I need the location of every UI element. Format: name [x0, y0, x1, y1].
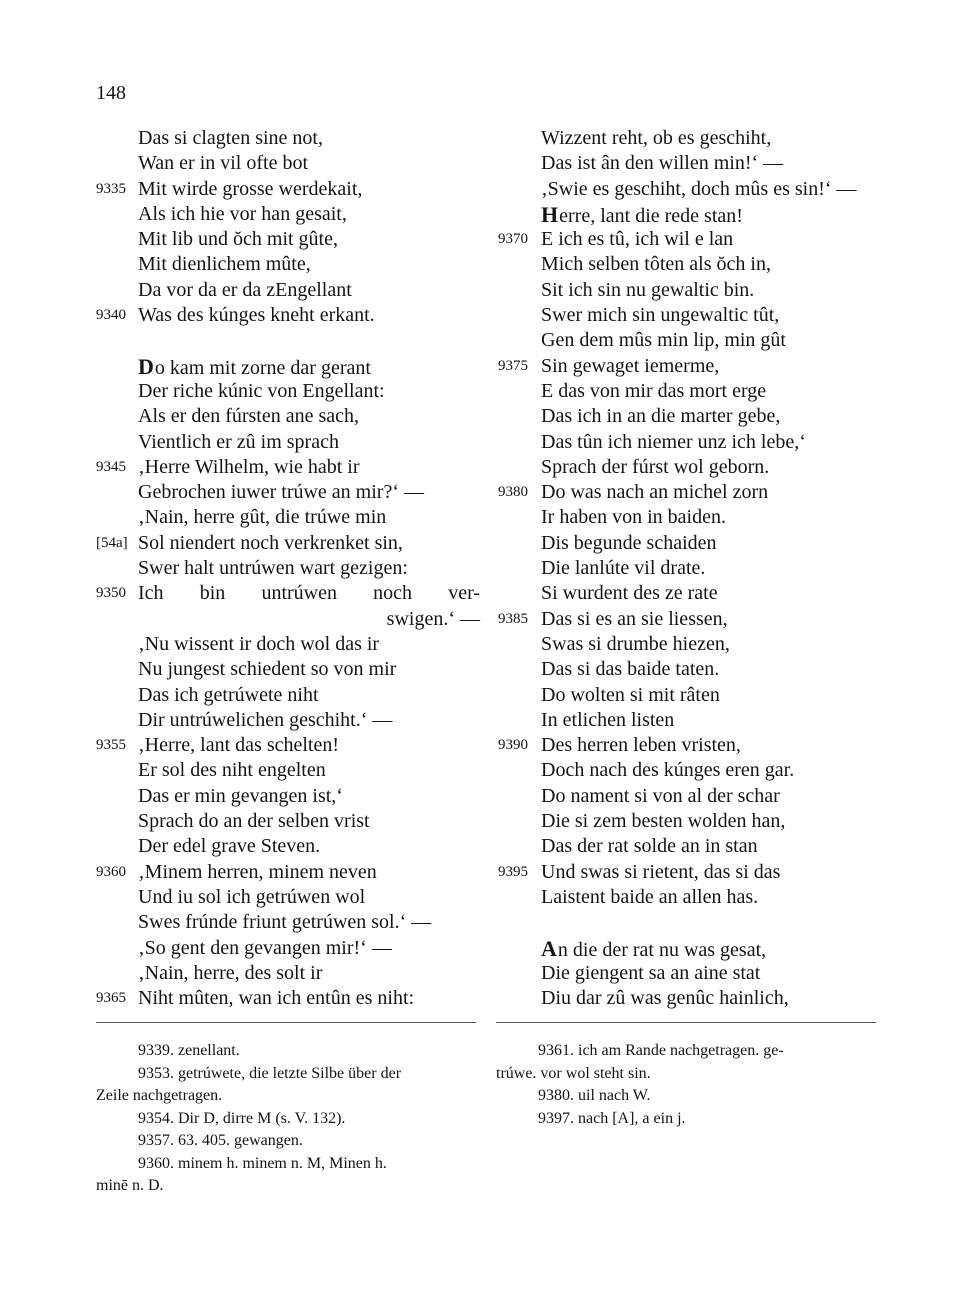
verse-line [496, 961, 880, 986]
verse-line [496, 556, 880, 581]
verse-body: Do nament si von al der schar [541, 784, 780, 807]
verse-text [541, 252, 880, 277]
verse-body: Dir untrúwelichen geschiht.‘ — [138, 708, 393, 731]
verse-text [541, 202, 880, 229]
line-number: 9370 [498, 231, 528, 248]
verse-text [138, 202, 480, 227]
verse-text [138, 177, 480, 202]
verse-line [96, 151, 480, 176]
verse-body: Mich selben tôten als ŏch in, [541, 253, 771, 276]
verse-text [541, 278, 880, 303]
verse-body: Der riche kúnic von Engellant: [138, 379, 385, 402]
footnote-line: 9380. uil nach W. [538, 1087, 651, 1104]
verse-body: Laistent baide an allen has. [541, 885, 759, 908]
verse-body: Da vor da er da zEngellant [138, 278, 352, 301]
line-number: 9395 [498, 863, 528, 880]
verse-text [541, 430, 880, 455]
verse-body: swigen.‘ — [386, 607, 480, 630]
verse-text [138, 126, 480, 151]
verse-line [96, 834, 480, 859]
verse-line [496, 177, 880, 202]
verse-body: Der edel grave Steven. [138, 835, 321, 858]
verse-body: Als ich hie vor han gesait, [138, 202, 347, 225]
verse-body: Sprach der fúrst wol geborn. [541, 455, 770, 478]
verse-body: Gen dem mûs min lip, min gût [541, 329, 786, 352]
verse-line [96, 581, 480, 606]
verse-line [96, 126, 480, 151]
verse-line [96, 455, 480, 480]
verse-line [96, 505, 480, 530]
verse-text [138, 303, 480, 328]
footnote-line: 9354. Dir D, dirre M (s. V. 132). [138, 1109, 346, 1127]
verse-text [138, 758, 480, 783]
verse-text [541, 784, 880, 809]
verse-line [96, 278, 480, 303]
verse-line [496, 202, 880, 227]
verse-body: Die si zem besten wolden han, [541, 810, 786, 833]
verse-body: ‚Swie es geschiht, doch mûs es sin!‘ — [541, 177, 857, 200]
verse-text [541, 834, 880, 859]
verse-line [96, 531, 480, 556]
verse-line [96, 556, 480, 581]
verse-line [496, 860, 880, 885]
verse-body: ‚Minem herren, minem neven [138, 860, 377, 883]
line-number: 9360 [96, 863, 126, 880]
verse-text [541, 379, 880, 404]
verse-body: Swas si drumbe hiezen, [541, 632, 730, 655]
verse-body: E das von mir das mort erge [541, 379, 767, 402]
verse-line [96, 809, 480, 834]
verse-line [496, 404, 880, 429]
verse-line [496, 632, 880, 657]
verse-line [96, 860, 480, 885]
verse-line [496, 430, 880, 455]
verse-body: Do was nach an michel zorn [541, 481, 769, 504]
footnote-line: 9353. getrúwete, die letzte Silbe über der [138, 1064, 402, 1082]
verse-text [138, 252, 480, 277]
right-verse-column [496, 126, 880, 1011]
verse-line [96, 303, 480, 328]
verse-line [96, 758, 480, 783]
verse-text [138, 505, 480, 530]
verse-line [96, 632, 480, 657]
footnote-line: 9361. ich am Rande nachgetragen. ge- [538, 1042, 784, 1059]
verse-body: Mit lib und ŏch mit gûte, [138, 228, 338, 251]
verse-line [96, 607, 480, 632]
verse-body: Sin gewaget iemerme, [541, 354, 720, 377]
verse-line [96, 986, 480, 1011]
verse-text [541, 860, 880, 885]
verse-body: Das si es an sie liessen, [541, 607, 728, 630]
verse-text [541, 354, 880, 379]
verse-text [138, 986, 480, 1011]
line-number: 9380 [498, 484, 528, 501]
verse-line [96, 252, 480, 277]
verse-body: Sit ich sin nu gewaltic bin. [541, 278, 755, 301]
verse-line [496, 885, 880, 910]
verse-text [541, 683, 880, 708]
verse-text [541, 708, 880, 733]
verse-line [496, 151, 880, 176]
verse-body: Mit wirde grosse werdekait, [138, 177, 363, 200]
verse-line [96, 354, 480, 379]
verse-line [496, 480, 880, 505]
verse-body: Ir haben von in baiden. [541, 506, 726, 529]
verse-line [496, 505, 880, 530]
verse-text [138, 354, 480, 381]
verse-text [138, 430, 480, 455]
verse-line [496, 708, 880, 733]
verse-text [138, 581, 480, 606]
verse-body: Ich bin untrúwen noch ver- [138, 582, 480, 605]
verse-line [96, 430, 480, 455]
verse-text [541, 177, 880, 202]
verse-text [541, 986, 880, 1011]
verse-text [541, 885, 880, 910]
line-number: 9345 [96, 458, 126, 475]
verse-body: Das si clagten sine not, [138, 127, 323, 149]
verse-line [496, 834, 880, 859]
verse-text [138, 733, 480, 758]
verse-body: erre, lant die rede stan! [559, 204, 743, 227]
verse-body: Das ich in an die marter gebe, [541, 405, 781, 428]
verse-text [541, 556, 880, 581]
verse-body: Die giengent sa an aine stat [541, 961, 761, 984]
verse-text [138, 657, 480, 682]
verse-text [138, 936, 480, 961]
verse-text [138, 404, 480, 429]
verse-body: Die lanlúte vil drate. [541, 557, 706, 580]
verse-text [541, 657, 880, 682]
verse-text [541, 581, 880, 606]
verse-body: Sol niendert noch verkrenket sin, [138, 531, 403, 554]
verse-text [138, 809, 480, 834]
verse-body: Niht mûten, wan ich entûn es niht: [138, 987, 415, 1010]
line-number: 9375 [498, 357, 528, 374]
verse-text [541, 126, 880, 151]
verse-line [496, 379, 880, 404]
verse-text [138, 910, 480, 935]
verse-line [96, 733, 480, 758]
verse-body: E ich es tû, ich wil e lan [541, 228, 734, 251]
verse-body: Des herren leben vristen, [541, 734, 741, 757]
verse-body: Als er den fúrsten ane sach, [138, 405, 360, 428]
verse-body: Nu jungest schiedent so von mir [138, 658, 397, 681]
verse-body: o kam mit zorne dar gerant [154, 356, 371, 379]
verse-body: ‚So gent den gevangen mir!‘ — [138, 936, 392, 959]
verse-text [138, 632, 480, 657]
verse-body: Das ich getrúwete niht [138, 683, 319, 706]
footnote-line: minē n. D. [96, 1177, 164, 1194]
line-number: 9340 [96, 307, 126, 324]
verse-body: Do wolten si mit râten [541, 683, 720, 706]
footnotes-left [96, 1040, 476, 1198]
verse-text [541, 531, 880, 556]
verse-text [138, 151, 480, 176]
line-number: 9365 [96, 990, 126, 1007]
verse-line [96, 404, 480, 429]
verse-text [138, 278, 480, 303]
footnote-line: trúwe. vor wol steht sin. [496, 1064, 651, 1082]
verse-line [96, 885, 480, 910]
verse-text [138, 455, 480, 480]
verse-text [541, 505, 880, 530]
verse-text [138, 480, 480, 505]
verse-line [496, 126, 880, 151]
verse-body: ‚Herre, lant das schelten! [138, 734, 340, 757]
verse-body: Wan er in vil ofte bot [138, 152, 309, 175]
verse-line [96, 708, 480, 733]
verse-body: Was des kúnges kneht erkant. [138, 304, 375, 327]
verse-text [541, 607, 880, 632]
verse-body: Das der rat solde an in stan [541, 835, 758, 858]
footnote-line: 9397. nach [A], a ein j. [538, 1109, 686, 1127]
verse-body: Dis begunde schaiden [541, 531, 717, 554]
verse-body: ‚Nu wissent ir doch wol das ir [138, 632, 380, 655]
verse-body: In etlichen listen [541, 708, 675, 731]
verse-line [496, 758, 880, 783]
line-number: 9355 [96, 737, 126, 754]
verse-text [138, 860, 480, 885]
verse-body: Si wurdent des ze rate [541, 582, 718, 605]
footnote-line: 9360. minem h. minem n. M, Minen h. [138, 1154, 387, 1172]
verse-line [96, 379, 480, 404]
verse-line [496, 809, 880, 834]
verse-line [496, 328, 880, 353]
footnote-rule-right [496, 1022, 876, 1023]
verse-line [496, 657, 880, 682]
verse-text [138, 607, 480, 632]
verse-body: n die der rat nu was gesat, [557, 938, 767, 961]
verse-body: ‚Nain, herre gût, die trúwe min [138, 506, 387, 529]
verse-text [541, 227, 880, 252]
verse-text [138, 834, 480, 859]
verse-text [138, 227, 480, 252]
line-number: 9350 [96, 585, 126, 602]
verse-text [541, 328, 880, 353]
verse-line [96, 328, 480, 353]
verse-body: Das er min gevangen ist,‘ [138, 784, 343, 807]
verse-line [496, 455, 880, 480]
verse-body: Swer mich sin ungewaltic tût, [541, 304, 780, 327]
verse-line [96, 961, 480, 986]
verse-line [496, 784, 880, 809]
verse-line [496, 227, 880, 252]
verse-line [496, 733, 880, 758]
verse-body: Doch nach des kúnges eren gar. [541, 759, 795, 782]
verse-line [496, 531, 880, 556]
verse-text [541, 733, 880, 758]
verse-text [541, 936, 880, 963]
verse-text [138, 708, 480, 733]
verse-line [96, 177, 480, 202]
footnote-line: Zeile nachgetragen. [96, 1087, 223, 1104]
verse-line [96, 936, 480, 961]
verse-body: Gebrochen iuwer trúwe an mir?‘ — [138, 481, 424, 504]
verse-line [496, 581, 880, 606]
verse-body: Swes frúnde friunt getrúwen sol.‘ — [138, 911, 432, 934]
verse-line [496, 278, 880, 303]
verse-body: Und swas si rietent, das si das [541, 860, 781, 883]
verse-line [496, 936, 880, 961]
verse-text [541, 480, 880, 505]
verse-text [541, 758, 880, 783]
line-number: 9390 [498, 737, 528, 754]
left-verse-column [96, 126, 480, 1011]
verse-body: Das ist ân den willen min!‘ — [541, 152, 784, 175]
verse-line [96, 227, 480, 252]
verse-line [96, 784, 480, 809]
verse-body: ‚Herre Wilhelm, wie habt ir [138, 455, 360, 478]
verse-line [96, 657, 480, 682]
verse-line [96, 683, 480, 708]
verse-body: Diu dar zû was genûc hainlich, [541, 987, 789, 1010]
initial-capital: H [541, 201, 560, 227]
verse-body: Mit dienlichem mûte, [138, 253, 311, 276]
verse-line [96, 910, 480, 935]
verse-line [96, 480, 480, 505]
verse-text [541, 632, 880, 657]
verse-line [496, 910, 880, 935]
verse-text [138, 556, 480, 581]
verse-text [138, 683, 480, 708]
verse-text [138, 885, 480, 910]
verse-line [496, 683, 880, 708]
verse-text [541, 151, 880, 176]
verse-body: Das tûn ich niemer unz ich lebe,‘ [541, 430, 806, 453]
verse-body: Vientlich er zû im sprach [138, 430, 339, 453]
line-number: 9385 [498, 610, 528, 627]
initial-capital: D [138, 353, 155, 379]
verse-text [138, 531, 480, 556]
footnote-line: 9357. 63. 405. gewangen. [138, 1132, 303, 1149]
verse-body: Das si das baide taten. [541, 658, 720, 681]
verse-line [496, 252, 880, 277]
footnote-line: 9339. zenellant. [138, 1042, 240, 1059]
line-number: 9335 [96, 180, 126, 197]
verse-line [496, 986, 880, 1011]
verse-text [541, 809, 880, 834]
verse-body: Sprach do an der selben vrist [138, 810, 370, 833]
verse-body: Swer halt untrúwen wart gezigen: [138, 557, 408, 580]
verse-body: Und iu sol ich getrúwen wol [138, 885, 366, 908]
verse-text [138, 961, 480, 986]
verse-text [138, 784, 480, 809]
footnote-rule-left [96, 1022, 476, 1023]
verse-body: Wizzent reht, ob es geschiht, [541, 127, 772, 149]
page-number: 148 [96, 82, 126, 104]
line-number: [54a] [96, 534, 128, 551]
verse-line [96, 202, 480, 227]
verse-line [496, 354, 880, 379]
verse-text [541, 455, 880, 480]
verse-line [496, 607, 880, 632]
initial-capital: A [541, 935, 558, 961]
verse-text [541, 303, 880, 328]
verse-text [541, 404, 880, 429]
verse-body: Er sol des niht engelten [138, 759, 326, 782]
verse-body: ‚Nain, herre, des solt ir [138, 961, 323, 984]
verse-line [496, 303, 880, 328]
verse-text [541, 961, 880, 986]
verse-text [138, 379, 480, 404]
footnotes-right [496, 1040, 876, 1130]
